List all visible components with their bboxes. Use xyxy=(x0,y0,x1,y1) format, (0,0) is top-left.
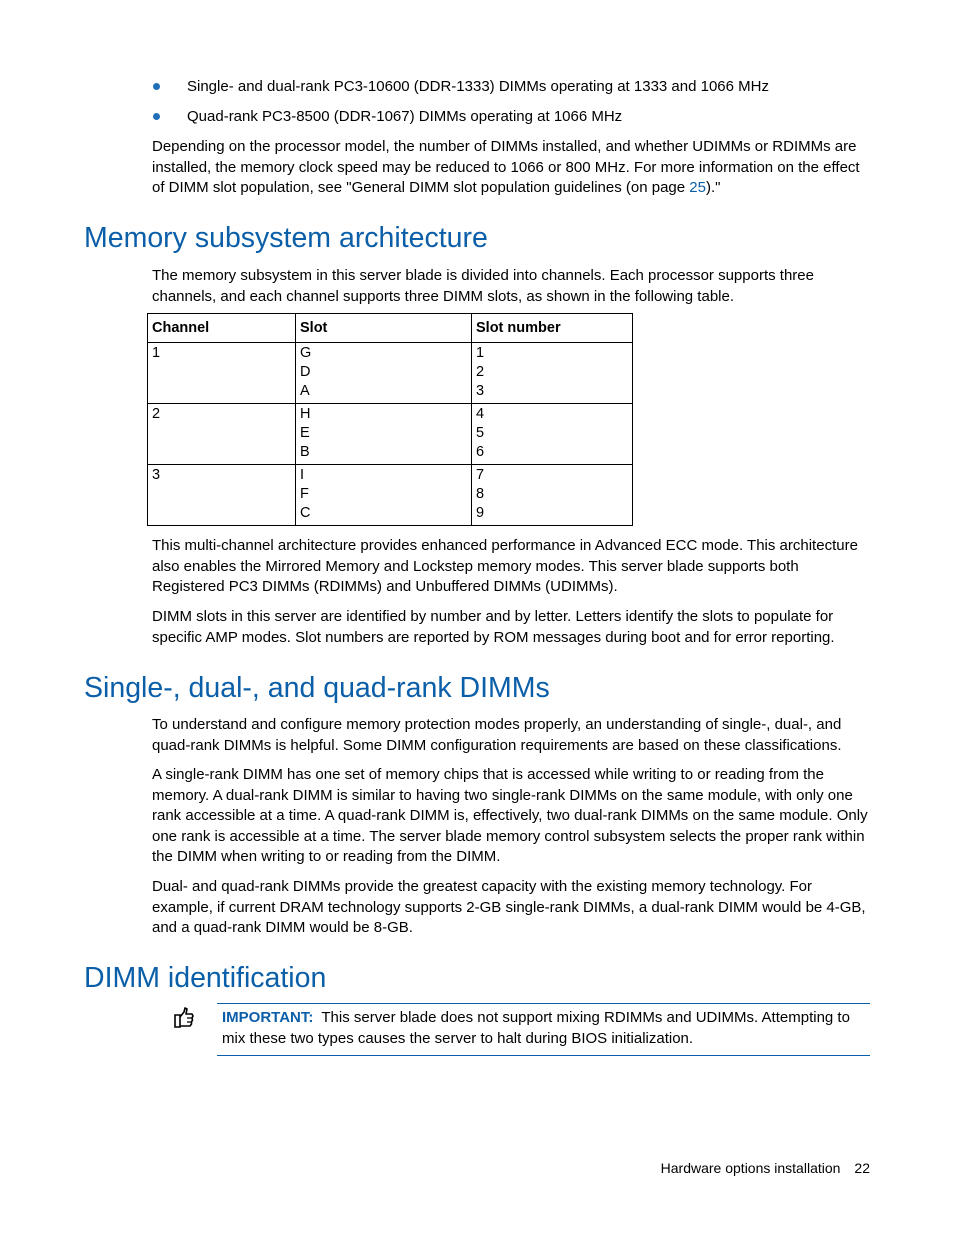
important-label: IMPORTANT: xyxy=(222,1009,314,1026)
rank-intro-paragraph: To understand and configure memory protection modes properly, an understanding of single-, dual-, and quad-rank DIMMs is helpful. Some DIMM configuration requirements are based on these classifications. xyxy=(152,716,842,754)
page-footer xyxy=(661,1158,870,1179)
cell-slot-numbers: 7 8 9 xyxy=(472,465,633,526)
cell-channel: 3 xyxy=(148,465,296,526)
bullet-item: Single- and dual-rank PC3-10600 (DDR-1333) DIMMs operating at 1333 and 1066 MHz xyxy=(152,77,870,98)
cell-slot-numbers: 1 2 3 xyxy=(472,343,633,404)
rank-explanation-paragraph: A single-rank DIMM has one set of memory chips that is accessed while writing to or reading from the memory. A dual-rank DIMM is similar to having two single-rank DIMMs on the same module, with only one rank accessible at a time. A quad-rank DIMM is, effectively, two dual-rank DIMMs on the same module. Only one rank is accessible at a time. The server blade memory control subsystem selects the proper rank within the DIMM when writing to or reading from the DIMM. xyxy=(152,766,868,865)
dimm-slot-table xyxy=(147,313,633,526)
page-reference-link[interactable]: 25 xyxy=(689,179,706,196)
intro-paragraph: Depending on the processor model, the number of DIMMs installed, and whether UDIMMs or RDIMMs are installed, the memory clock speed may be reduced to 1066 or 800 MHz. For more information on the effect of DIMM slot population, see "General DIMM slot population guidelines (on page 25)." xyxy=(152,138,860,196)
footer-page-number: 22 xyxy=(854,1160,870,1176)
header-slot-number: Slot number xyxy=(472,314,633,343)
table-row xyxy=(148,404,633,465)
heading-dimm-identification: DIMM identification xyxy=(84,962,327,994)
important-hand-icon xyxy=(172,1006,196,1030)
header-channel: Channel xyxy=(148,314,296,343)
table-row xyxy=(148,465,633,526)
important-text: This server blade does not support mixing RDIMMs and UDIMMs. Attempting to mix these two types causes the server to halt during BIOS initialization. xyxy=(222,1009,850,1047)
cell-slots: I F C xyxy=(296,465,472,526)
feature-bullet-list xyxy=(152,77,870,137)
header-slot: Slot xyxy=(296,314,472,343)
bullet-dot-icon xyxy=(153,83,160,90)
table-row xyxy=(148,343,633,404)
architecture-paragraph: This multi-channel architecture provides enhanced performance in Advanced ECC mode. This architecture also enables the Mirrored Memory and Lockstep memory modes. This server blade supports both Registered PC3 DIMMs (RDIMMs) and Unbuffered DIMMs (UDIMMs). xyxy=(152,537,858,595)
important-notice xyxy=(217,1003,870,1056)
cell-channel: 1 xyxy=(148,343,296,404)
memory-intro-paragraph: The memory subsystem in this server blade is divided into channels. Each processor supports three channels, and each channel supports three DIMM slots, as shown in the following table. xyxy=(152,267,814,305)
cell-channel: 2 xyxy=(148,404,296,465)
heading-memory-subsystem: Memory subsystem architecture xyxy=(84,222,488,254)
bullet-dot-icon xyxy=(153,113,160,120)
bullet-item: Quad-rank PC3-8500 (DDR-1067) DIMMs operating at 1066 MHz xyxy=(152,107,870,128)
rank-capacity-paragraph: Dual- and quad-rank DIMMs provide the greatest capacity with the existing memory technology. For example, if current DRAM technology supports 2-GB single-rank DIMMs, a dual-rank DIMM would be 4-GB, and a quad-rank DIMM would be 8-GB. xyxy=(152,878,866,936)
heading-rank-dimms: Single-, dual-, and quad-rank DIMMs xyxy=(84,672,550,704)
table-header-row xyxy=(148,314,633,343)
cell-slots: H E B xyxy=(296,404,472,465)
cell-slot-numbers: 4 5 6 xyxy=(472,404,633,465)
slot-identification-paragraph: DIMM slots in this server are identified by number and by letter. Letters identify the slots to populate for specific AMP modes. Slot numbers are reported by ROM messages during boot and for error reporting. xyxy=(152,608,835,646)
footer-section-title: Hardware options installation xyxy=(660,1160,841,1176)
cell-slots: G D A xyxy=(296,343,472,404)
